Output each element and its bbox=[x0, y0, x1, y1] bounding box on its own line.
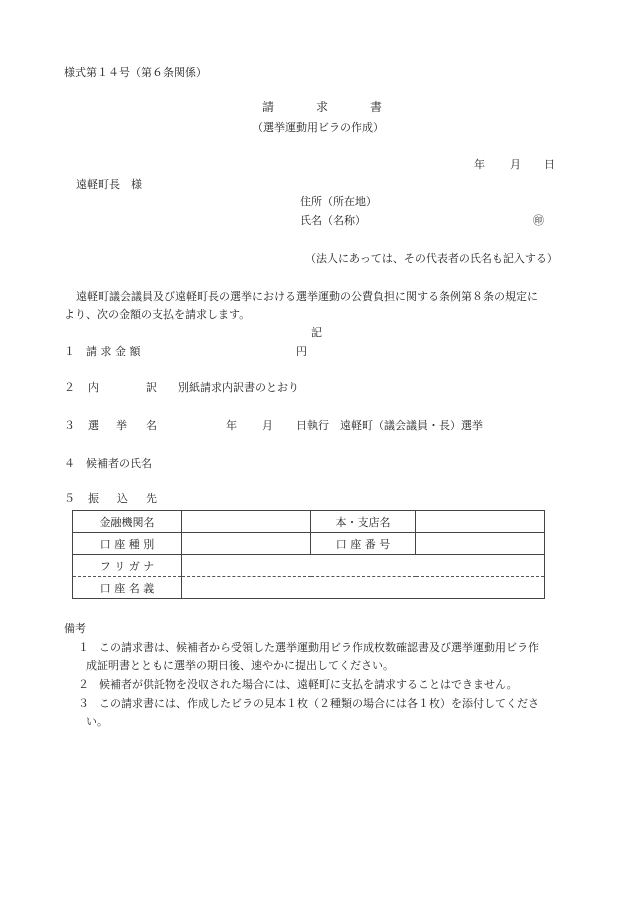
account-number-field[interactable] bbox=[416, 533, 545, 555]
item5-number: ５ bbox=[64, 492, 75, 505]
form-number: 様式第１４号（第６条関係） bbox=[64, 66, 207, 79]
account-number-header: 口 座 番 号 bbox=[311, 533, 416, 555]
remark-3-line-1: この請求書には、作成したビラの見本１枚（２種類の場合には各１枚）を添付してくださ bbox=[99, 697, 539, 710]
date-day: 日 bbox=[544, 158, 555, 171]
item1-unit: 円 bbox=[296, 345, 307, 358]
body-line-2: より、次の金額の支払を請求します。 bbox=[64, 308, 251, 321]
branch-header: 本・支店名 bbox=[311, 511, 416, 533]
item1-number: １ bbox=[64, 345, 75, 358]
item3-year: 年 bbox=[226, 419, 237, 432]
account-type-field[interactable] bbox=[182, 533, 311, 555]
furigana-header: フ リ ガ ナ bbox=[73, 555, 182, 577]
furigana-field[interactable] bbox=[182, 555, 545, 577]
seal-mark: ㊞ bbox=[533, 214, 544, 227]
item2-label-b: 訳 bbox=[146, 381, 157, 394]
account-type-header: 口 座 種 別 bbox=[73, 533, 182, 555]
account-holder-field[interactable] bbox=[182, 577, 545, 599]
applicant-note: （法人にあっては、その代表者の氏名も記入する） bbox=[305, 252, 558, 265]
item1-label: 請 求 金 額 bbox=[86, 345, 141, 358]
date-year: 年 bbox=[474, 158, 485, 171]
bank-name-field[interactable] bbox=[182, 511, 311, 533]
item5-label-a: 振 bbox=[88, 492, 99, 505]
remark-2: 候補者が供託物を没収された場合には、遠軽町に支払を請求することはできません。 bbox=[99, 678, 518, 691]
item3-label-c: 名 bbox=[146, 419, 157, 432]
table-row bbox=[73, 511, 545, 533]
account-holder-header: 口 座 名 義 bbox=[73, 577, 182, 599]
item3-label-a: 選 bbox=[88, 419, 99, 432]
remark-1-line-1: この請求書は、候補者から受領した選挙運動用ビラ作成枚数確認書及び選挙運動用ビラ作 bbox=[99, 641, 539, 654]
item2-label-a: 内 bbox=[88, 381, 99, 394]
item3-label-b: 挙 bbox=[116, 419, 127, 432]
remark-1-line-2: 成証明書とともに選挙の期日後、速やかに提出してください。 bbox=[86, 659, 394, 672]
title-char-2: 求 bbox=[316, 100, 329, 114]
title-char-1: 請 bbox=[262, 100, 275, 114]
body-line-1: 遠軽町議会議員及び遠軽町長の選挙における選挙運動の公費負担に関する条例第８条の規定に bbox=[76, 290, 538, 303]
bank-transfer-table bbox=[72, 510, 545, 599]
ki-heading: 記 bbox=[311, 326, 322, 339]
item5-label-b: 込 bbox=[117, 492, 128, 505]
item2-value: 別紙請求内訳書のとおり bbox=[178, 381, 299, 394]
item4-label: 候補者の氏名 bbox=[86, 457, 152, 470]
table-row bbox=[73, 577, 545, 599]
remark-3-number: ３ bbox=[78, 697, 89, 710]
remark-1-number: １ bbox=[78, 641, 89, 654]
branch-field[interactable] bbox=[416, 511, 545, 533]
item3-month: 月 bbox=[262, 419, 273, 432]
table-row bbox=[73, 533, 545, 555]
addressee: 遠軽町長 様 bbox=[76, 178, 142, 191]
item2-number: ２ bbox=[64, 381, 75, 394]
name-label: 氏名（名称） bbox=[300, 214, 366, 227]
item3-number: ３ bbox=[64, 419, 75, 432]
remarks-heading: 備考 bbox=[64, 622, 86, 635]
remark-2-number: ２ bbox=[78, 678, 89, 691]
item3-value: 日執行 遠軽町（議会議員・長）選挙 bbox=[296, 419, 483, 432]
title-char-3: 書 bbox=[370, 100, 383, 114]
table-row bbox=[73, 555, 545, 577]
address-label: 住所（所在地） bbox=[300, 195, 377, 208]
remark-3-line-2: い。 bbox=[86, 715, 108, 728]
date-month: 月 bbox=[510, 158, 521, 171]
item4-number: ４ bbox=[64, 457, 75, 470]
item5-label-c: 先 bbox=[146, 492, 157, 505]
subtitle: （選挙運動用ビラの作成） bbox=[252, 121, 384, 134]
bank-name-header: 金融機関名 bbox=[73, 511, 182, 533]
